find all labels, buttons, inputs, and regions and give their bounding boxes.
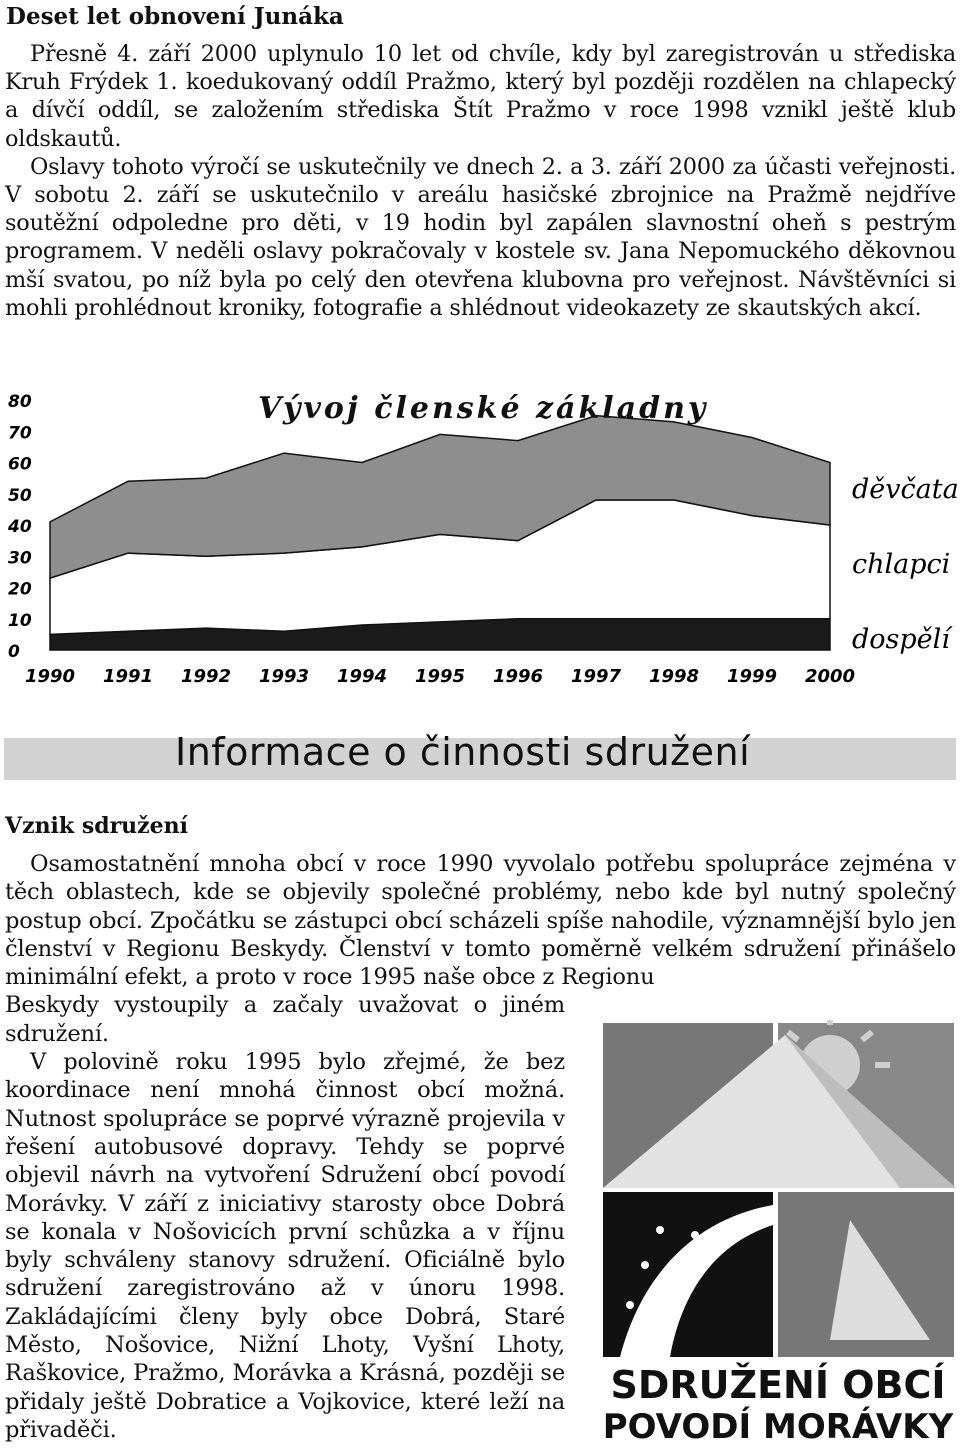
x-tick-label: 1993 [258, 666, 310, 687]
membership-chart [0, 388, 960, 698]
section-paragraph-1 [5, 850, 956, 991]
x-tick-label: 1994 [336, 666, 388, 687]
x-tick-label: 1992 [180, 666, 232, 687]
y-tick-label: 10 [8, 610, 32, 631]
y-tick-label: 30 [8, 548, 32, 569]
section-title: Informace o činnosti sdružení [175, 730, 751, 774]
y-tick-label: 60 [8, 454, 32, 475]
chart-y-ticks [7, 392, 32, 662]
x-tick-label: 2000 [804, 666, 856, 687]
chart-x-ticks [25, 666, 855, 687]
section-paragraph-2: V polovině roku 1995 bylo zřejmé, že bez koordinace není mnohá činnost obcí možná. Nutnost spolupráce se poprvé výrazně projevila v řešení autobusové dopravy. Tehdy se poprvé objevil návrh na vytvoření Sdružení obcí povodí Morávky. V září z iniciativy starosty obce Dobrá se konala v Nošovicích první schůzka a v říjnu byly schváleny stanovy sdružení. Oficiálně bylo sdružení zaregistrováno až v únoru 1998. Zakládajícími členy byly obce Dobrá, Staré Město, Nošovice, Nižní Lhoty, Vyšní Lhoty, Raškovice, Pražmo, Morávka a Krásná, později se přidaly ještě Dobratice a Vojkovice, které leží na přivaděči. [5, 1049, 565, 1443]
y-tick-label: 80 [8, 392, 32, 412]
chart-legend [852, 474, 959, 655]
section-narrow-column [5, 991, 565, 1444]
x-tick-label: 1999 [726, 666, 778, 687]
article-title: Deset let obnovení Junáka [6, 3, 344, 30]
x-tick-label: 1998 [648, 666, 700, 687]
logo-line-1: SDRUŽENÍ OBCÍ [610, 1363, 946, 1407]
x-tick-label: 1996 [492, 666, 544, 687]
x-tick-label: 1997 [570, 666, 622, 687]
x-tick-label: 1990 [24, 666, 76, 687]
legend-děvčata: děvčata [852, 474, 959, 505]
subsection-heading: Vznik sdružení [5, 813, 189, 839]
association-logo [600, 1020, 956, 1445]
article-paragraph-1: Přesně 4. září 2000 uplynulo 10 let od chvíle, kdy byl zaregistrován u střediska Kruh Frýdek 1. koedukovaný oddíl Pražmo, který byl později rozdělen na chlapecký a dívčí oddíl, se založením střediska Štít Pražmo v roce 1998 vznikl ještě klub oldskautů. [5, 41, 956, 152]
article-body [5, 40, 956, 322]
chart-title: Vývoj členské základny [258, 391, 709, 426]
x-tick-label: 1995 [414, 666, 466, 687]
logo-line-2: POVODÍ MORÁVKY [602, 1407, 954, 1445]
y-tick-label: 70 [8, 423, 32, 444]
x-tick-label: 1991 [102, 666, 154, 687]
legend-dospělí: dospělí [852, 624, 950, 655]
chart-areas [50, 416, 830, 650]
section-paragraph-1-full: Osamostatnění mnoha obcí v roce 1990 vyvolalo potřebu spolupráce zejména v těch oblastech, kde se objevily společné problémy, nebo kde byl nutný společný postup obcí. Zpočátku se zástupci obcí scházeli spíše nahodile, významnější bylo jen členství v Regionu Beskydy. Členství v tomto poměrně velkém sdružení přinášelo minimální efekt, a proto v roce 1995 naše obce z Regionu [5, 851, 956, 991]
section-paragraph-1-end: Beskydy vystoupily a začaly uvažovat o jiném sdružení. [5, 992, 565, 1047]
y-tick-label: 20 [8, 579, 32, 600]
y-tick-label: 0 [8, 642, 20, 662]
y-tick-label: 50 [8, 485, 32, 506]
legend-chlapci: chlapci [852, 549, 951, 580]
y-tick-label: 40 [8, 517, 32, 537]
article-paragraph-2: Oslavy tohoto výročí se uskutečnily ve dnech 2. a 3. září 2000 za účasti veřejnosti. V sobotu 2. září se uskutečnilo v areálu hasičské zbrojnice na Pražmě nejdříve soutěžní odpoledne pro děti, v 19 hodin byl zapálen slavnostní oheň s pestrým programem. V neděli oslavy pokračovaly v kostele sv. Jana Nepomuckého děkovnou mší svatou, po níž byla po celý den otevřena klubovna pro veřejnost. Návštěvníci si mohli prohlédnout kroniky, fotografie a shlédnout videokazety ze skautských akcí. [5, 153, 956, 321]
